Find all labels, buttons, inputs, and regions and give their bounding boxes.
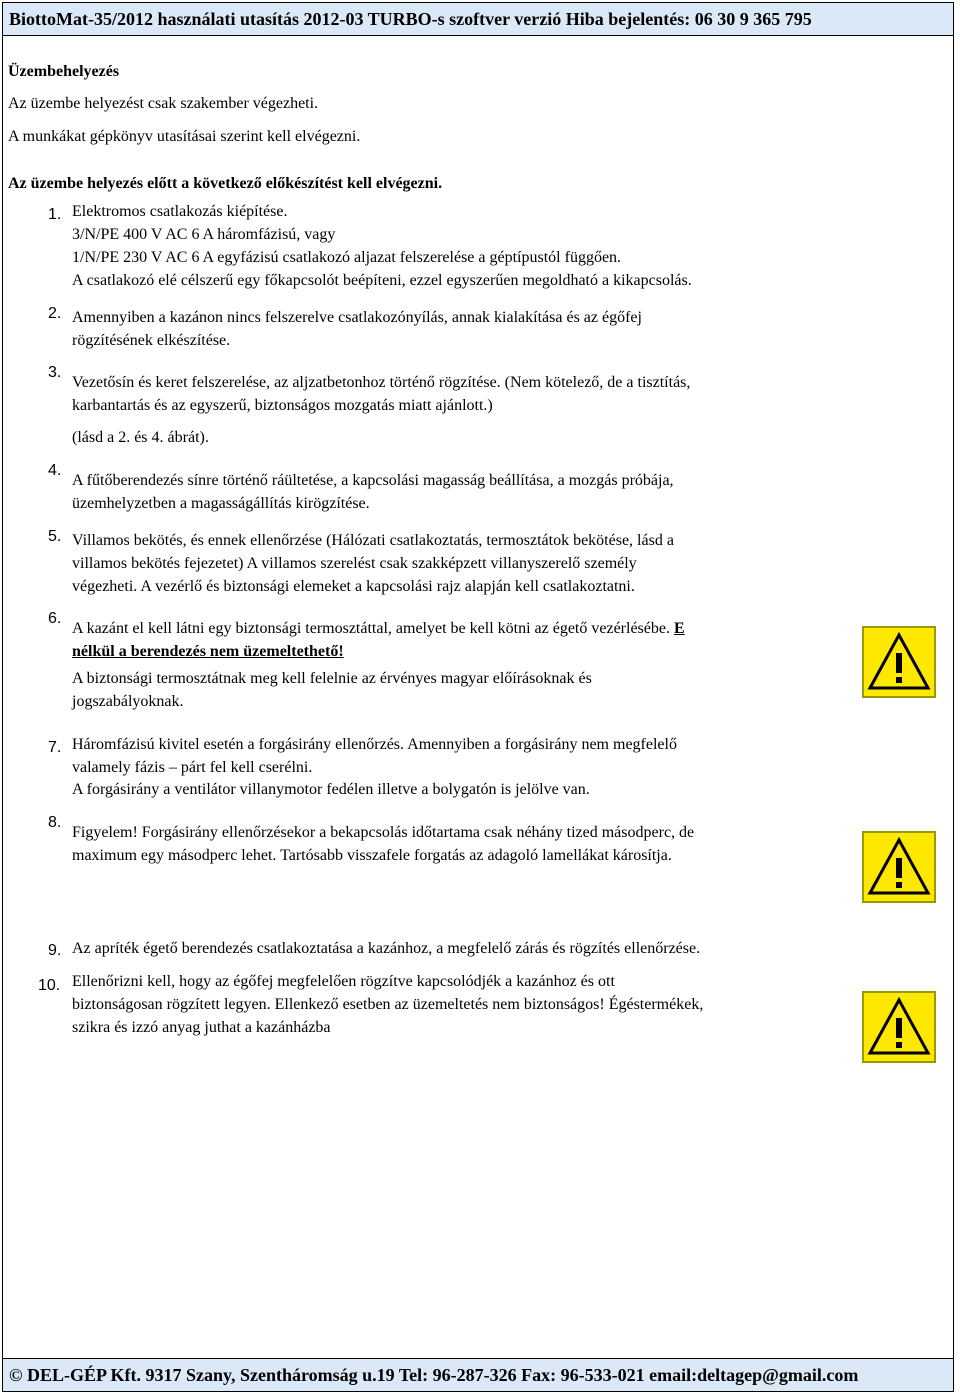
document-footer: © DEL-GÉP Kft. 9317 Szany, Szentháromság u.19 Tel: 96-287-326 Fax: 96-533-021 email:deltagep@gmail.com bbox=[2, 1358, 954, 1392]
item-number: 6. bbox=[48, 610, 62, 627]
item-number: 9. bbox=[48, 942, 62, 959]
item-number: 2. bbox=[48, 305, 62, 322]
item-2-line-2: rögzítésének elkészítése. bbox=[72, 332, 231, 349]
item-number: 4. bbox=[48, 462, 62, 479]
item-8-line-1: Figyelem! Forgásirány ellenőrzésekor a bekapcsolás időtartama csak néhány tized másodperc, de bbox=[72, 824, 695, 841]
section-title: Üzembehelyezés bbox=[8, 63, 120, 80]
warning-triangle-icon bbox=[862, 626, 936, 698]
warning-triangle-icon bbox=[862, 831, 936, 903]
item-number: 5. bbox=[48, 528, 62, 545]
item-10-line-3: szikra és izzó anyag juthat a kazánházba bbox=[72, 1019, 331, 1036]
item-1-line-1: Elektromos csatlakozás kiépítése. bbox=[72, 203, 288, 220]
item-4-line-1: A fűtőberendezés sínre történő ráültetése, a kapcsolási magasság beállítása, a mozgás próbája, bbox=[72, 472, 674, 489]
item-8-line-2: maximum egy másodperc lehet. Tartósabb visszafele forgatás az adagoló lamellákat károsítja. bbox=[72, 847, 672, 864]
item-number: 7. bbox=[48, 739, 62, 756]
prep-heading: Az üzembe helyezés előtt a következő előkészítést kell elvégezni. bbox=[8, 175, 443, 192]
item-6-text: A kazánt el kell látni egy biztonsági termosztáttal, amelyet be kell kötni az égető vezérlésébe. bbox=[72, 620, 674, 637]
intro-line-1: Az üzembe helyezést csak szakember végezheti. bbox=[8, 95, 319, 112]
item-9-line-1: Az apríték égető berendezés csatlakoztatása a kazánhoz, a megfelelő zárás és rögzítés ellenőrzése. bbox=[72, 940, 701, 957]
item-3-line-3: (lásd a 2. és 4. ábrát). bbox=[72, 429, 209, 446]
item-6-emphasis: E bbox=[673, 620, 685, 637]
item-5-line-2: villamos bekötés fejezetet) A villamos szerelést csak szakképzett villanyszerelő személy bbox=[72, 555, 637, 572]
item-3-line-1: Vezetősín és keret felszerelése, az aljzatbetonhoz történő rögzítése. (Nem kötelező, de a tisztítás, bbox=[72, 374, 691, 391]
item-number: 3. bbox=[48, 364, 62, 381]
item-6-line-4: jogszabályoknak. bbox=[72, 693, 184, 710]
item-7-line-2: valamely fázis – párt fel kell cserélni. bbox=[72, 759, 313, 776]
item-6-line-3: A biztonsági termosztátnak meg kell felelnie az érvényes magyar előírásoknak és bbox=[72, 670, 592, 687]
item-7-line-1: Háromfázisú kivitel esetén a forgásirány ellenőrzés. Amennyiben a forgásirány nem megfelelő bbox=[72, 736, 677, 753]
item-6-line-1 bbox=[72, 619, 685, 639]
item-7-line-3: A forgásirány a ventilátor villanymotor fedélen illetve a bolygatón is jelölve van. bbox=[72, 781, 590, 798]
item-5-line-1: Villamos bekötés, és ennek ellenőrzése (Hálózati csatlakoztatás, termosztátok bekötése, lásd a bbox=[72, 532, 674, 549]
item-1-line-3: 1/N/PE 230 V AC 6 A egyfázisú csatlakozó aljazat felszerelése a géptípustól függően. bbox=[72, 249, 622, 266]
item-1-line-2: 3/N/PE 400 V AC 6 A háromfázisú, vagy bbox=[72, 226, 336, 243]
item-2-line-1: Amennyiben a kazánon nincs felszerelve csatlakozónyílás, annak kialakítása és az égőfej bbox=[72, 309, 642, 326]
item-5-line-3: végezheti. A vezérlő és biztonsági elemeket a kapcsolási rajz alapján kell csatlakoztatni. bbox=[72, 578, 635, 595]
warning-triangle-icon bbox=[862, 991, 936, 1063]
item-number: 1. bbox=[48, 206, 62, 223]
item-number: 10. bbox=[38, 977, 61, 994]
item-1-line-4: A csatlakozó elé célszerű egy főkapcsolót beépíteni, ezzel egyszerűen megoldható a kikapcsolás. bbox=[72, 272, 692, 289]
item-4-line-2: üzemhelyzetben a magasságállítás kirögzítése. bbox=[72, 495, 370, 512]
item-10-line-1: Ellenőrizni kell, hogy az égőfej megfelelően rögzítve kapcsolódjék a kazánhoz és ott bbox=[72, 973, 615, 990]
item-number: 8. bbox=[48, 814, 62, 831]
item-6-line-2: nélkül a berendezés nem üzemeltethető! bbox=[72, 643, 344, 660]
intro-line-2: A munkákat gépkönyv utasításai szerint kell elvégezni. bbox=[8, 128, 361, 145]
item-3-line-2: karbantartás és az egyszerű, biztonságos mozgatás miatt ajánlott.) bbox=[72, 397, 493, 414]
document-header: BiottoMat-35/2012 használati utasítás 2012-03 TURBO-s szoftver verzió Hiba bejelentés: 06 30 9 365 795 bbox=[2, 2, 954, 36]
item-10-line-2: biztonságosan rögzített legyen. Ellenkező esetben az üzemeltetés nem biztonságos! Égéstermékek, bbox=[72, 996, 704, 1013]
